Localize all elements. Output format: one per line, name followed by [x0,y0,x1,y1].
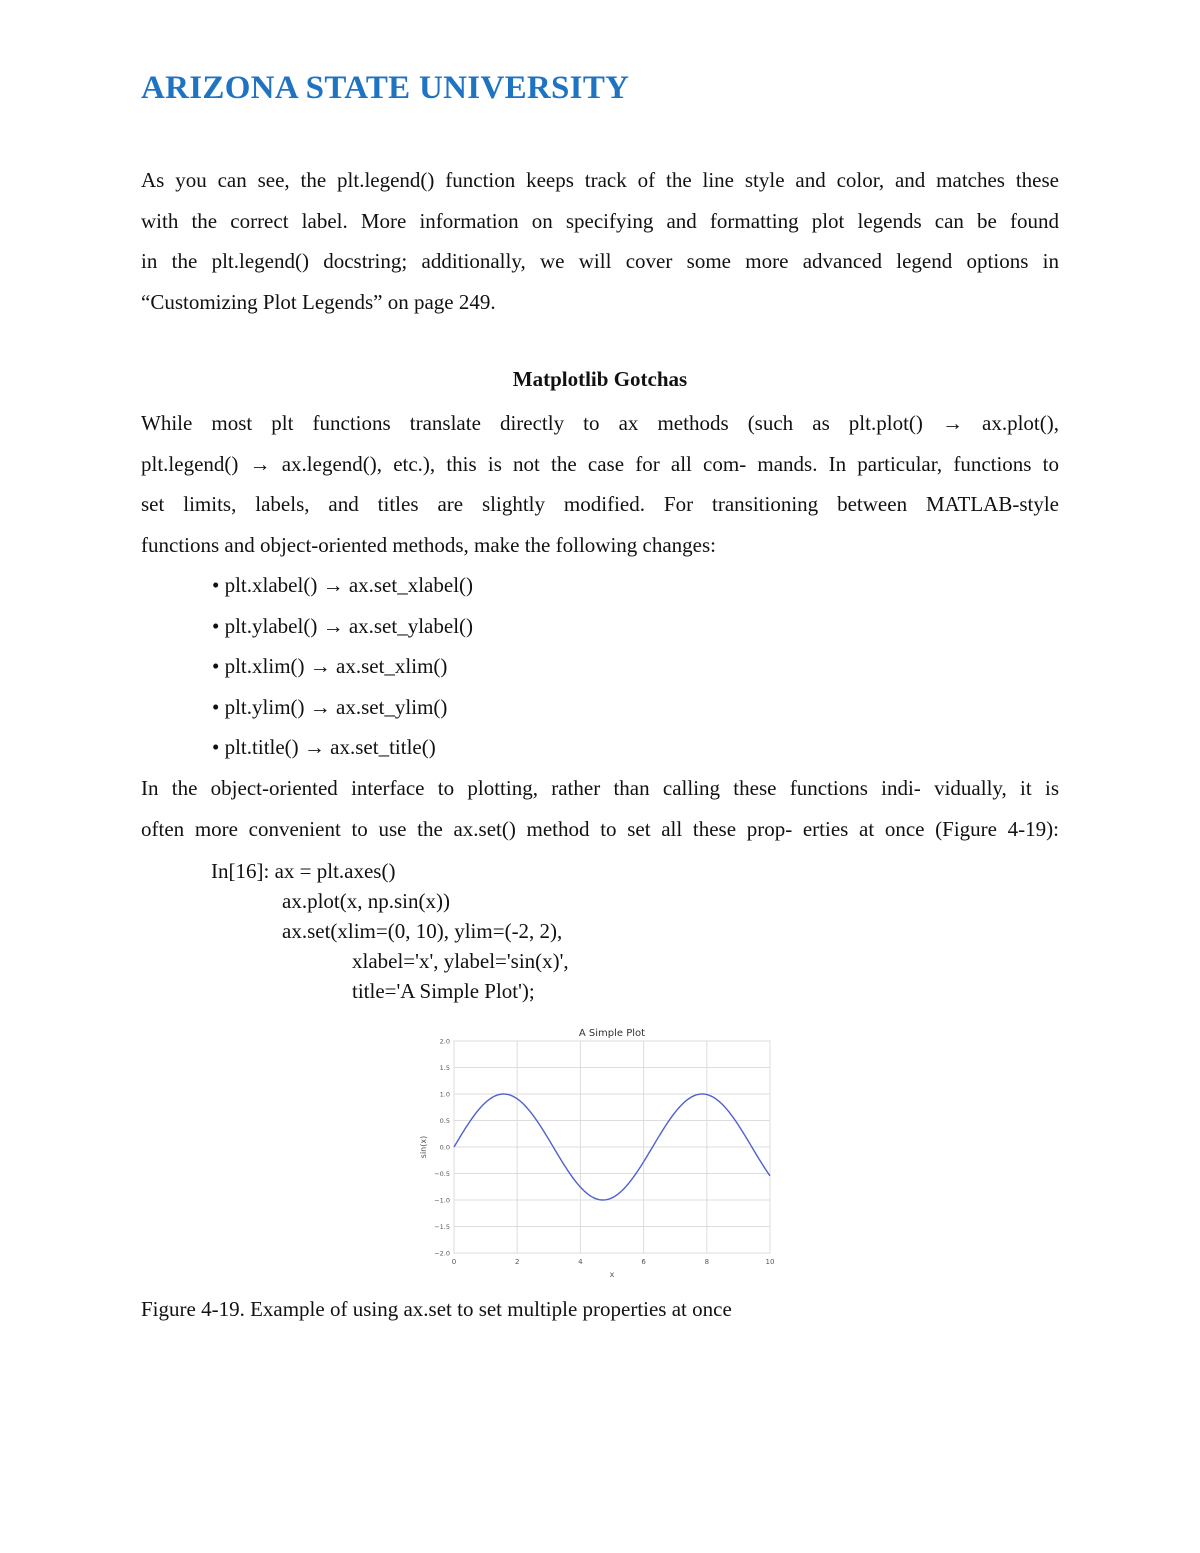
code-line-5: title='A Simple Plot'); [352,979,535,1003]
y-axis-label: sin(x) [419,1135,428,1159]
code-line-3: ax.set(xlim=(0, 10), ylim=(-2, 2), [282,919,563,943]
section-line-4: functions and object-oriented methods, make the following changes: [141,532,717,557]
x-tick-label: 10 [765,1258,775,1266]
list-item: • plt.xlabel() → ax.set_xlabel() [212,573,474,597]
intro-line-1: As you can see, the plt.legend() function keeps track of the line style and color, and matches these [141,168,1059,192]
list-item: • plt.ylim() → ax.set_ylim() [212,694,448,719]
list-item: • plt.ylabel() → ax.set_ylabel() [212,613,474,638]
y-tick-label: −2.0 [434,1249,450,1258]
x-tick-label: 0 [451,1258,457,1266]
y-tick-label: 0.5 [439,1117,450,1125]
x-tick-label: 2 [514,1258,520,1266]
intro-line-3: in the plt.legend() docstring; additionally, we will cover some more advanced legend options in [141,249,1059,273]
sine-plot-svg [410,1022,782,1284]
list-item: • plt.title() → ax.set_title() [212,735,436,759]
code-line-2: ax.plot(x, np.sin(x)) [282,889,450,913]
intro-line-2: with the correct label. More information on specifying and formatting plot legends can be found [141,208,1059,233]
y-tick-label: 0.0 [439,1143,450,1152]
y-tick-label: 1.5 [439,1064,450,1072]
x-axis-label: x [609,1270,615,1279]
list-item: • plt.xlim() → ax.set_xlim() [212,654,448,678]
section-line-2: plt.legend() → ax.legend(), etc.), this is not the case for all com- mands. In particular, functions to [141,451,1059,476]
section-paragraph [141,403,1059,565]
y-tick-label: −1.5 [434,1223,450,1231]
intro-paragraph [141,160,1059,322]
x-tick-label: 6 [641,1258,646,1266]
y-tick-label: 2.0 [439,1037,450,1046]
section-heading: Matplotlib Gotchas [512,367,688,391]
after-line-1: In the object-oriented interface to plotting, rather than calling these functions indi- vidually, it is [141,776,1059,800]
method-mapping-list [212,565,473,768]
chart-title: A Simple Plot [578,1028,646,1039]
x-tick-label: 4 [578,1258,583,1266]
after-bullets-paragraph [141,768,1059,849]
code-line-4: xlabel='x', ylabel='sin(x)', [352,949,569,973]
after-line-2: often more convenient to use the ax.set() method to set all these prop- erties at once (Figure 4-19): [141,816,1059,841]
sine-plot-figure [410,1022,782,1284]
section-line-1: While most plt functions translate directly to ax methods (such as plt.plot() → ax.plot(), [141,411,1059,435]
x-tick-label: 8 [704,1258,710,1266]
code-line-1: In[16]: ax = plt.axes() [211,859,396,883]
intro-line-4: “Customizing Plot Legends” on page 249. [141,289,496,314]
y-tick-label: −0.5 [434,1170,450,1178]
y-tick-label: −1.0 [434,1196,450,1205]
y-tick-label: 1.0 [439,1090,450,1099]
university-header: ARIZONA STATE UNIVERSITY [141,70,630,106]
figure-caption: Figure 4-19. Example of using ax.set to set multiple properties at once [141,1297,732,1321]
section-line-3: set limits, labels, and titles are slightly modified. For transitioning between MATLAB-style [141,492,1059,516]
